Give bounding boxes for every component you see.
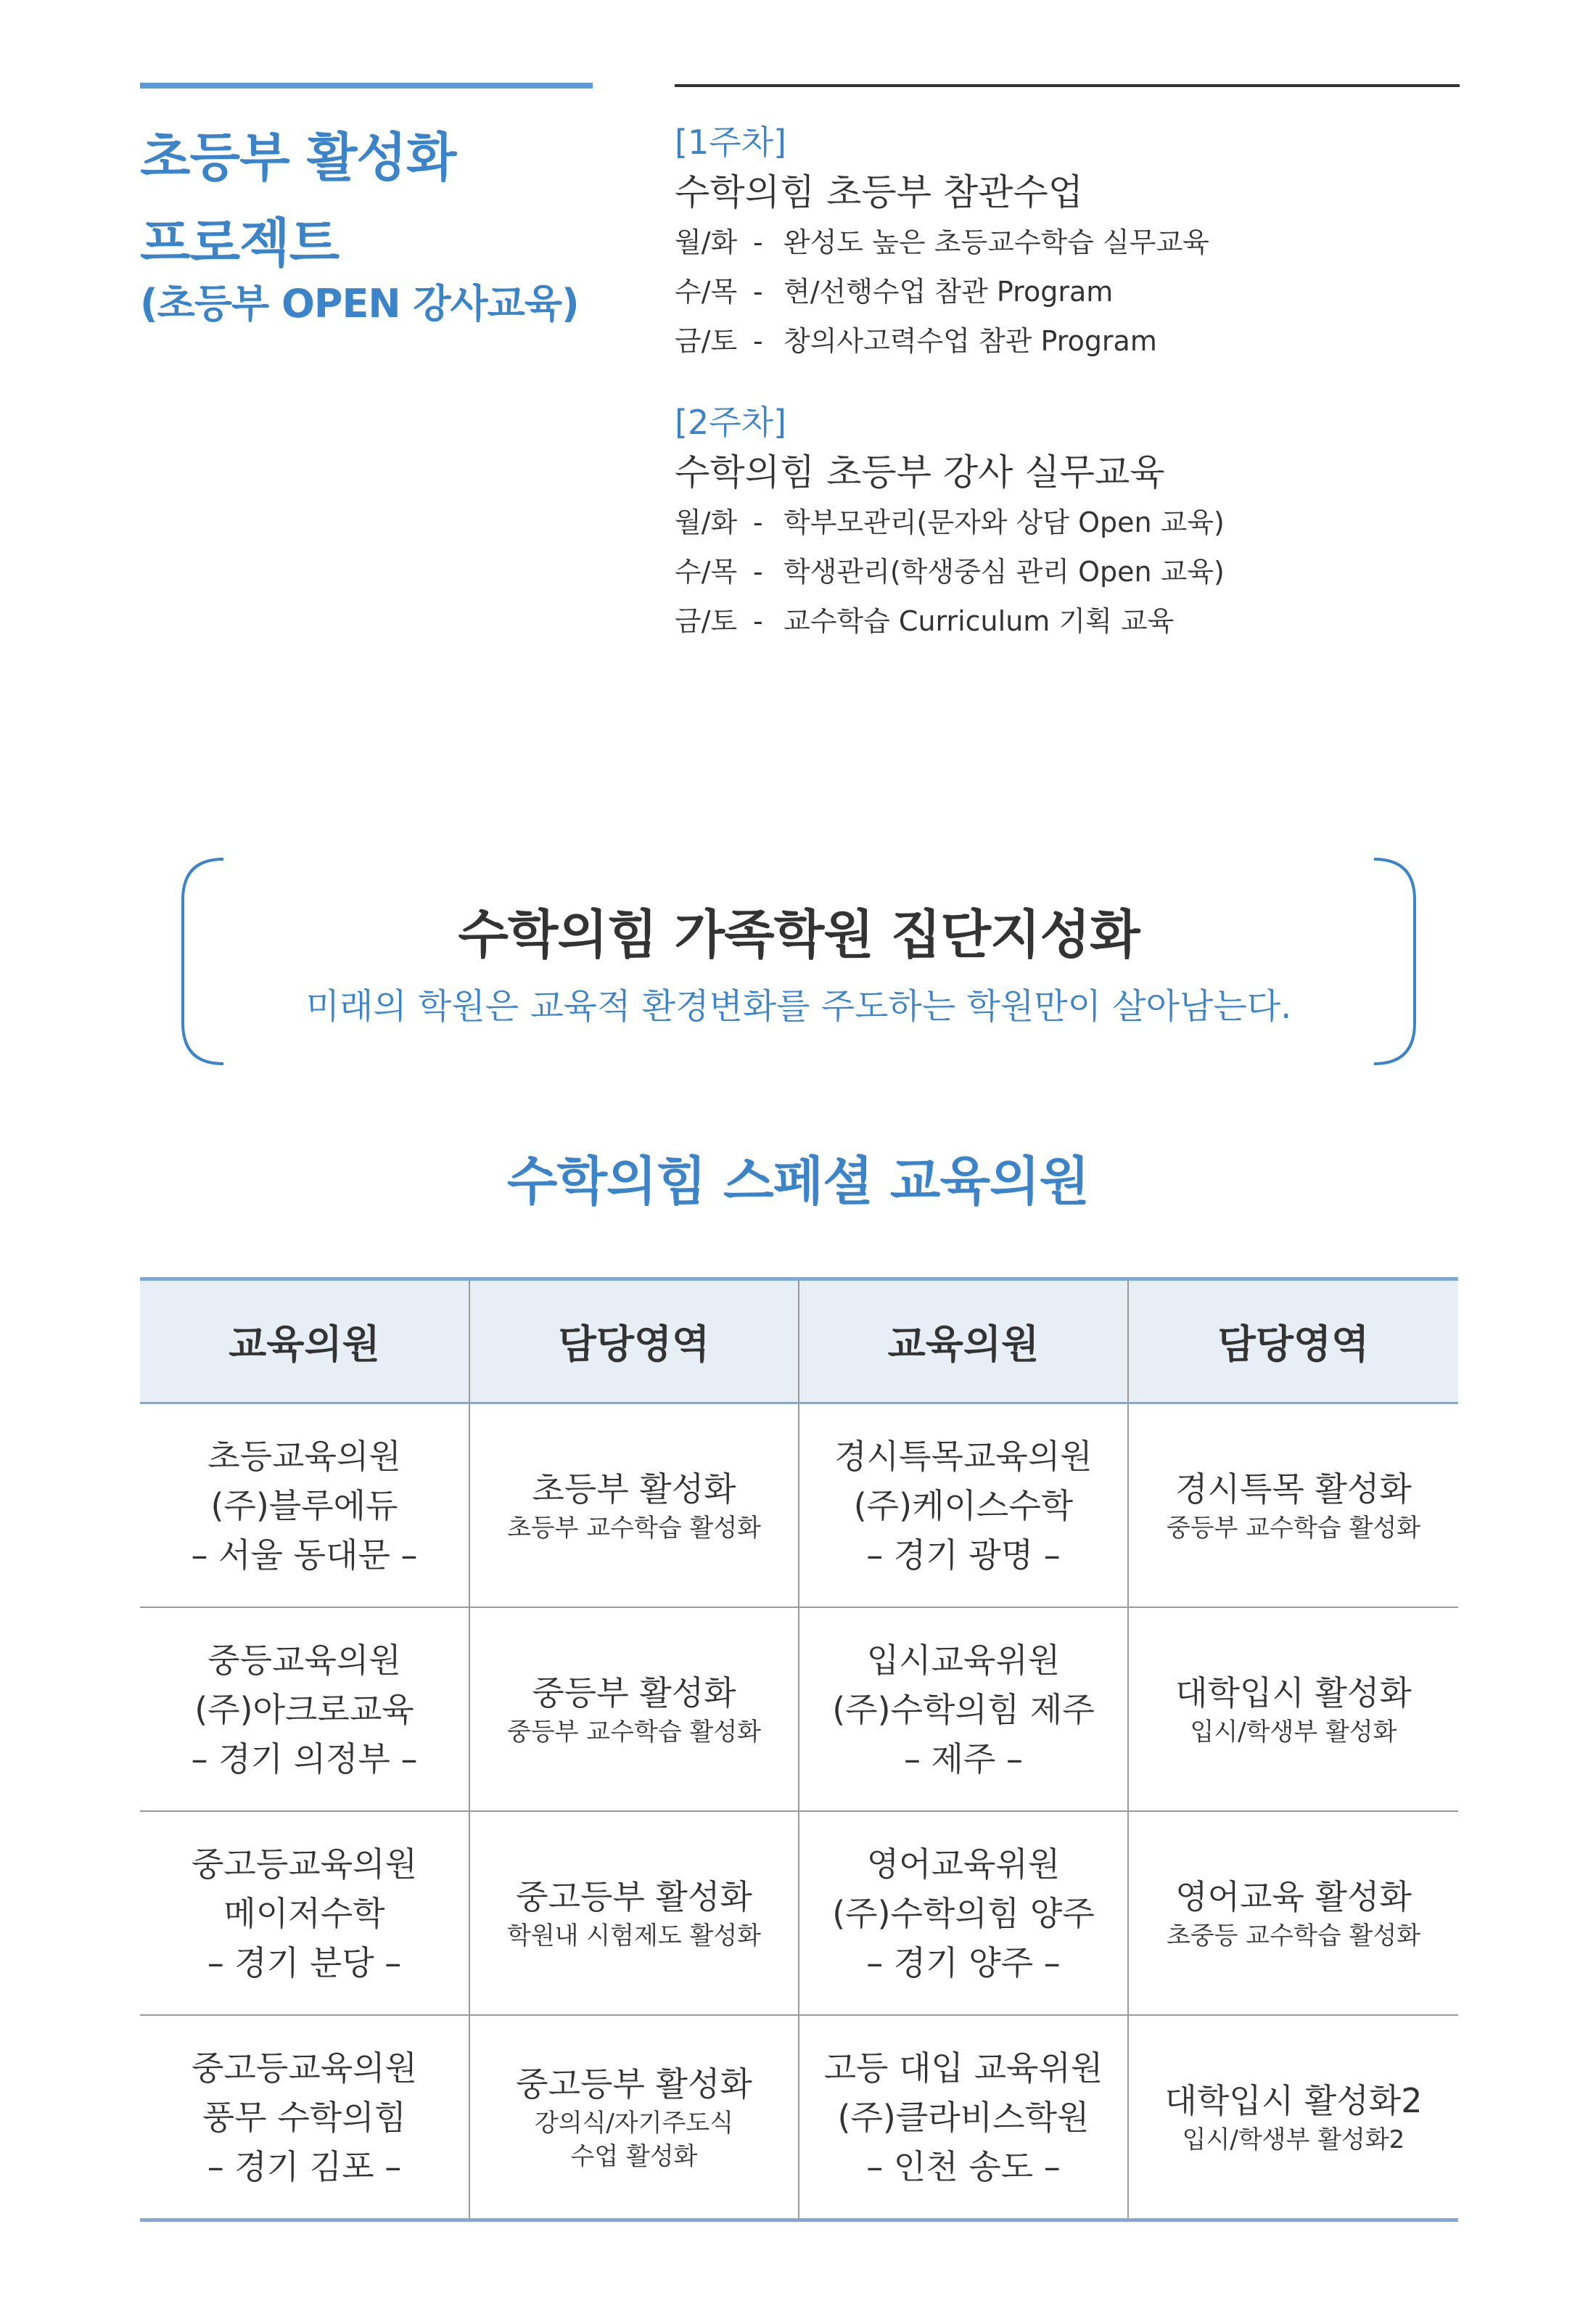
area-sub: 학원내 시험제도 활성화 [506,1921,762,1950]
area-sub: 중등부 교수학습 활성화 [506,1717,762,1747]
schedule-item [675,267,1473,316]
member-role: 입시교육위원 [866,1640,1061,1680]
schedule-dash: - [753,325,763,357]
member-cell [140,1811,469,2015]
member-cell [140,1607,469,1811]
area-sub: 중등부 교수학습 활성화 [1166,1513,1421,1543]
area-cell [1128,1607,1458,1811]
area-main: 대학입시 활성화2 [1164,2080,1423,2120]
area-main: 중고등부 활성화 [516,1876,752,1916]
area-sub: 초중등 교수학습 활성화 [1166,1921,1421,1950]
member-region: – 인천 송도 – [866,2146,1061,2186]
project-title-line2: 프로젝트 [140,213,340,274]
schedule-item [675,547,1473,596]
banner [180,856,1418,1067]
schedule-dash: - [753,226,763,258]
schedule-text: 교수학습 Curriculum 기획 교육 [783,605,1175,637]
member-org: 풍무 수학의힘 [202,2097,407,2137]
area-sub: 강의식/자기주도식 [534,2108,734,2138]
schedule-day: 금/토 [675,325,738,357]
member-role: 초등교육의원 [207,1436,401,1476]
schedule-day: 월/화 [675,506,738,538]
area-main: 중등부 활성화 [532,1673,736,1712]
member-role: 중고등교육의원 [191,2048,418,2088]
project-title-line1: 초등부 활성화 [140,127,456,188]
schedule-day: 수/목 [675,556,738,588]
schedule-item [675,498,1473,547]
member-region: – 경기 의정부 – [191,1739,418,1778]
member-role: 중등교육의원 [207,1640,401,1680]
banner-title: 수학의힘 가족학원 집단지성화 [458,904,1140,965]
schedule-day: 월/화 [675,226,738,258]
area-sub: 입시/학생부 활성화2 [1182,2125,1405,2154]
members-table [140,1277,1458,2222]
member-region: – 서울 동대문 – [191,1535,418,1575]
project-title [140,115,456,286]
member-role: 고등 대입 교육위원 [823,2048,1103,2088]
schedule-text: 학부모관리(문자와 상담 Open 교육) [783,506,1225,538]
member-region: – 경기 김포 – [207,2146,402,2186]
member-org: (주)케이스수학 [853,1485,1074,1525]
member-org: (주)블루에듀 [210,1485,398,1525]
banner-subtitle: 미래의 학원은 교육적 환경변화를 주도하는 학원만이 살아남는다. [305,986,1292,1027]
schedule-dash: - [753,276,763,308]
col-header-member: 교육의원 [799,1279,1128,1403]
area-cell [1128,1811,1458,2015]
schedule-dash: - [753,556,763,588]
area-main: 영어교육 활성화 [1175,1876,1412,1916]
member-org: 메이저수학 [223,1893,385,1933]
week-tag: [2주차] [675,403,787,442]
member-role: 영어교육위원 [866,1844,1061,1884]
area-cell [469,1403,799,1608]
member-cell [799,1811,1128,2015]
area-cell [1128,2015,1458,2220]
member-region: – 경기 분당 – [207,1942,402,1982]
schedule-dash: - [753,605,763,637]
member-org: (주)수학의힘 제주 [832,1689,1095,1729]
schedule-text: 완성도 높은 초등교수학습 실무교육 [783,226,1209,258]
area-cell [469,1607,799,1811]
table-row [140,1607,1458,1811]
table-row [140,2015,1458,2220]
member-role: 중고등교육의원 [191,1844,418,1884]
member-cell [140,2015,469,2220]
table-row [140,1811,1458,2015]
section-title: 수학의힘 스페셜 교육의원 [506,1151,1090,1212]
schedule-item [675,316,1473,366]
schedule-text: 학생관리(학생중심 관리 Open 교육) [783,556,1225,588]
right-divider [675,84,1460,87]
member-cell [799,1607,1128,1811]
week-1-block [675,120,1473,366]
schedule-dash: - [753,506,763,538]
member-role: 경시특목교육의원 [834,1436,1093,1476]
member-region: – 경기 광명 – [866,1535,1061,1575]
member-cell [799,1403,1128,1608]
area-main: 중고등부 활성화 [516,2064,752,2104]
member-cell [799,2015,1128,2220]
member-org: (주)클라비스학원 [837,2097,1090,2137]
schedule-text: 현/선행수업 참관 Program [783,276,1114,308]
col-header-area: 담당영역 [1128,1279,1458,1403]
col-header-area: 담당영역 [469,1279,799,1403]
schedule-item [675,218,1473,267]
area-main: 대학입시 활성화 [1175,1673,1412,1712]
area-sub: 입시/학생부 활성화 [1190,1717,1397,1747]
week-heading: 수학의힘 초등부 참관수업 [675,171,1084,213]
schedule-text: 창의사고력수업 참관 Program [783,325,1157,357]
week-2-block [675,401,1473,646]
area-main: 경시특목 활성화 [1175,1469,1412,1509]
left-divider [140,83,593,89]
area-cell [469,2015,799,2220]
table-row [140,1403,1458,1608]
schedule-day: 수/목 [675,276,738,308]
table-header-row [140,1279,1458,1403]
member-org: (주)아크로교육 [194,1689,414,1729]
col-header-member: 교육의원 [140,1279,469,1403]
member-org: (주)수학의힘 양주 [832,1893,1095,1933]
area-cell [469,1811,799,2015]
area-sub: 수업 활성화 [570,2141,698,2171]
schedule-item [675,596,1473,646]
area-cell [1128,1403,1458,1608]
area-main: 초등부 활성화 [532,1469,736,1509]
project-subtitle: (초등부 OPEN 강사교육) [140,281,579,327]
week-heading: 수학의힘 초등부 강사 실무교육 [675,451,1165,493]
schedule-day: 금/토 [675,605,738,637]
member-region: – 경기 양주 – [866,1942,1061,1982]
week-tag: [1주차] [675,123,787,162]
member-cell [140,1403,469,1608]
member-region: – 제주 – [903,1739,1024,1778]
area-sub: 초등부 교수학습 활성화 [506,1513,762,1543]
